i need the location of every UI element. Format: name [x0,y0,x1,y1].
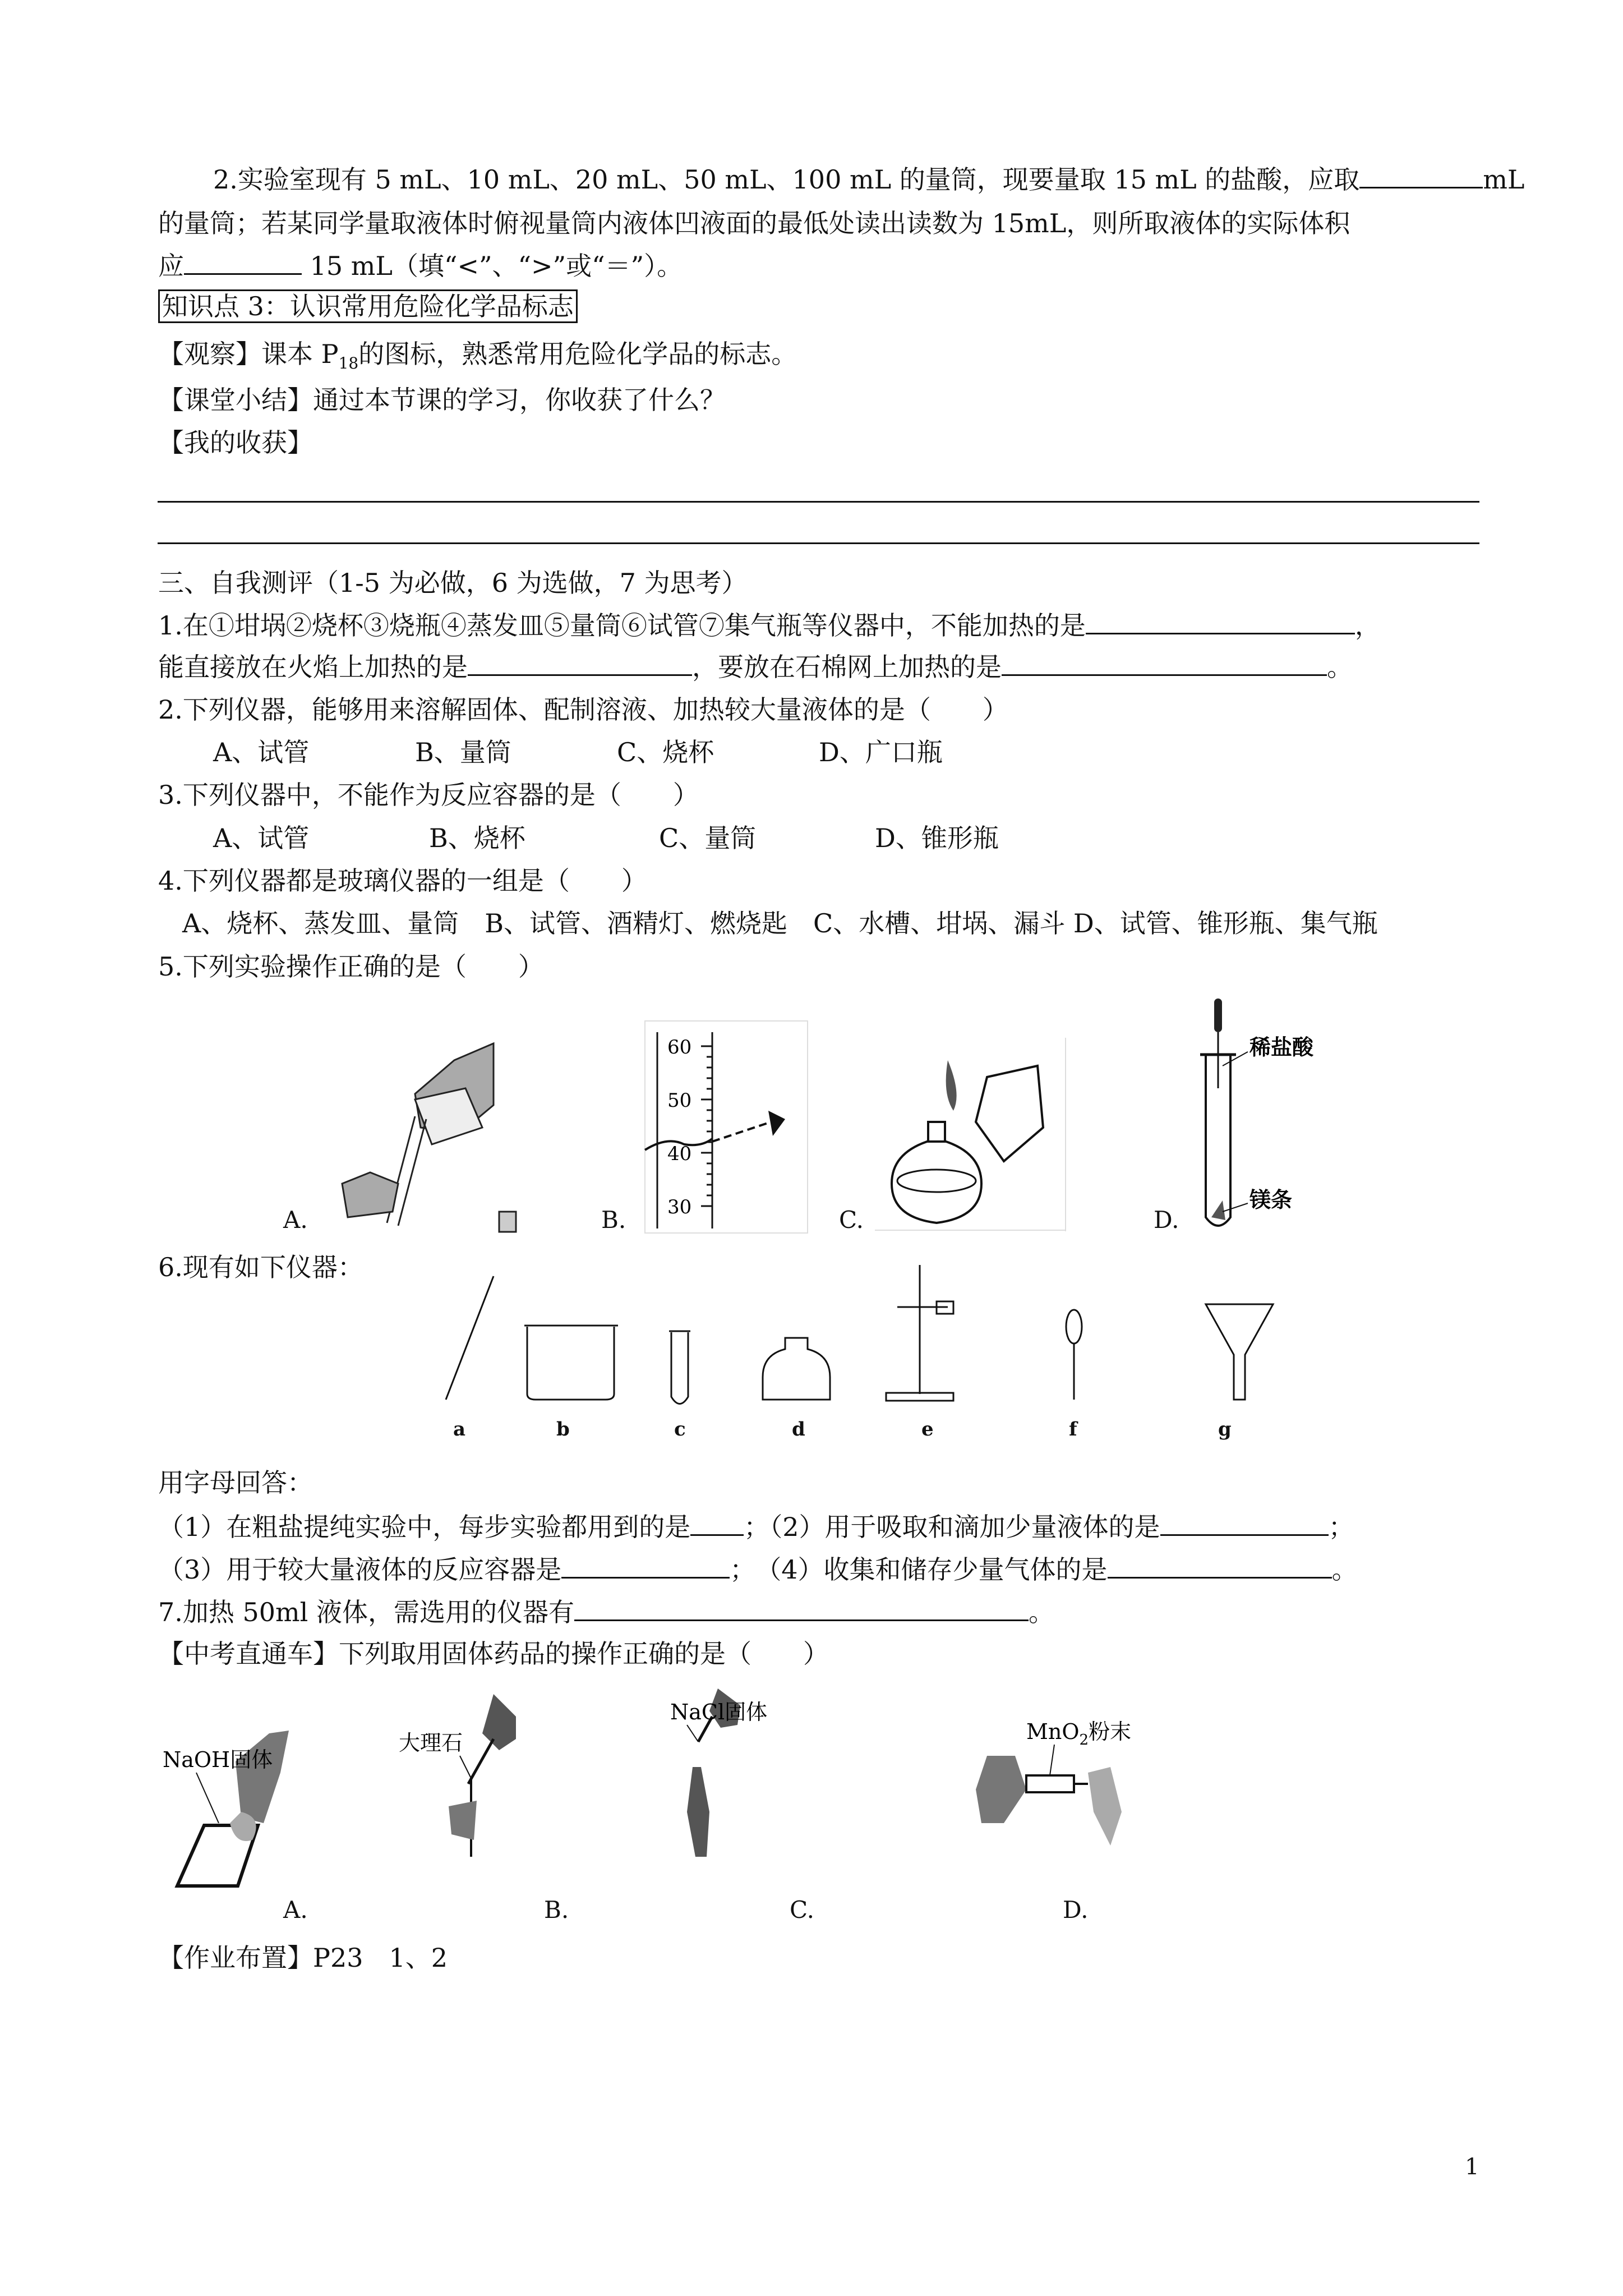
punct: ， [1354,610,1381,641]
gas-bottle [763,1338,830,1400]
q7-text: 7.加热 50ml 液体，需选用的仪器有 [158,1597,574,1627]
instrument-letter-d: d [792,1418,805,1441]
beaker [527,1327,614,1400]
knowledge-box-title: 知识点 3：认识常用危险化学品标志 [158,289,578,323]
q2-line2: 的量筒；若某同学量取液体时俯视量筒内液体凹液面的最低处读出读数为 15mL，则所取液体的实际体积 [158,208,1350,238]
q1-text: 能直接放在火焰上加热的是 [158,652,468,682]
q2-question: 2.下列仪器，能够用来溶解固体、配制溶液、加热较大量液体的是（ ） [158,694,1008,725]
option-d[interactable]: D、广口瓶 [819,737,943,767]
q5-label-c[interactable]: C. [839,1206,864,1234]
tick-label: 40 [667,1143,692,1165]
option-a[interactable]: A、试管 [213,823,310,853]
answer-line[interactable] [158,501,1479,503]
option-b[interactable]: B、烧杯 [429,823,525,853]
q2-options [213,737,943,768]
tick-label: 60 [667,1036,692,1059]
page-number: 1 [1465,2154,1479,2180]
answer-blank[interactable] [1086,610,1355,634]
observe-text: 的图标，熟悉常用危险化学品的标志。 [358,339,797,369]
dropper [1066,1310,1082,1400]
answer-blank[interactable] [468,652,692,676]
q1-text: 1.在①坩埚②烧杯③烧瓶④蒸发皿⑤量筒⑥试管⑦集气瓶等仪器中，不能加热的是 [158,610,1086,641]
test-tube [671,1332,688,1404]
glass-rod [446,1276,494,1400]
q6-text: ；（2）用于吸取和滴加少量液体的是 [744,1512,1160,1542]
iron-stand [886,1265,953,1401]
exam-label-b[interactable]: B. [544,1896,569,1924]
marble-label: 大理石 [398,1731,463,1755]
q2-line3 [158,250,683,282]
answer-blank[interactable] [1359,164,1483,188]
option-b[interactable]: B、量筒 [415,737,511,767]
instruments-figure [437,1265,1279,1411]
tick-label: 50 [667,1089,692,1112]
q4-options: A、烧杯、蒸发皿、量筒 B、试管、酒精灯、燃烧匙 C、水槽、坩埚、漏斗 D、试管、锥形瓶、集气瓶 [182,908,1378,938]
q2-text: 2.实验室现有 5 mL、10 mL、20 mL、50 mL、100 mL 的量筒，现要量取 15 mL 的盐酸，应取 [213,164,1360,195]
instrument-letter-a: a [453,1418,466,1441]
observe-line [158,338,797,379]
answer-hint: 用字母回答： [158,1467,313,1498]
mno2-label: MnO$_2$粉末 [1026,1719,1132,1749]
exam-figures [157,1677,1279,1902]
magnesium-label: 镁条 [1249,1187,1293,1212]
answer-line[interactable] [158,542,1479,544]
answer-blank[interactable] [1160,1512,1329,1536]
naoh-label: NaOH固体 [163,1747,273,1772]
instrument-letter-f: f [1069,1418,1077,1441]
instrument-letter-c: c [674,1418,686,1441]
test-tube-dropper-figure [1183,999,1352,1234]
q6-text: （3）用于较大量液体的反应容器是 [158,1554,562,1585]
graduated-cylinder-figure [645,1021,813,1234]
q6-text: ； （4）收集和储存少量气体的是 [730,1554,1108,1585]
self-test-heading: 三、自我测评（1-5 为必做，6 为选做，7 为思考） [158,568,748,598]
option-c[interactable]: C、烧杯 [617,737,714,767]
answer-blank[interactable] [184,251,302,275]
alcohol-lamp-figure [875,1038,1066,1231]
punct: 。 [1327,652,1353,682]
exam-label-d[interactable]: D. [1063,1896,1089,1924]
q7-line [158,1596,1054,1628]
instrument-letter-b: b [556,1418,570,1441]
exam-question: 【中考直通车】下列取用固体药品的操作正确的是（ ） [158,1639,829,1669]
q2-text: 15 mL（填“<”、“>”或“＝”）。 [302,251,683,281]
q4-question: 4.下列仪器都是玻璃仪器的一组是（ ） [158,866,647,896]
punct: ； [1328,1512,1354,1542]
fig-marble [399,1694,516,1857]
fig-mno2 [976,1719,1131,1846]
option-d[interactable]: D、锥形瓶 [875,823,999,853]
summary-line: 【课堂小结】通过本节课的学习，你收获了什么？ [158,385,726,415]
q6-question: 6.现有如下仪器： [158,1252,363,1282]
q1-line2 [158,651,1353,683]
q5-question: 5.下列实验操作正确的是（ ） [158,951,544,982]
answer-blank[interactable] [1002,652,1327,676]
q5-label-d[interactable]: D. [1154,1206,1179,1234]
answer-blank[interactable] [561,1554,730,1579]
observe-text: 【观察】课本 P [158,339,339,369]
harvest-line: 【我的收获】 [158,427,313,458]
acid-label: 稀盐酸 [1249,1034,1314,1060]
homework-line: 【作业布置】P23 1、2 [158,1943,448,1973]
fig-nacl [670,1688,767,1857]
exam-label-a[interactable]: A. [283,1896,308,1924]
fig-naoh [163,1731,289,1886]
punct: 。 [1029,1597,1054,1627]
instrument-letter-e: e [921,1418,934,1441]
page-subscript: 18 [338,354,359,373]
q1-text: ，要放在石棉网上加热的是 [692,652,1002,682]
knowledge-point-3 [158,291,578,322]
q6-text: （1）在粗盐提纯实验中，每步实验都用到的是 [158,1512,691,1542]
q5-label-a[interactable]: A. [283,1206,308,1234]
unit-text: mL [1483,164,1525,195]
q6-line1 [158,1511,1354,1543]
q6-line2 [158,1554,1358,1585]
q2-text: 应 [158,251,184,281]
q3-question: 3.下列仪器中，不能作为反应容器的是（ ） [158,780,699,810]
tick-label: 30 [667,1196,692,1218]
instrument-letter-g: g [1218,1418,1232,1441]
punct: 。 [1331,1554,1358,1585]
answer-blank[interactable] [1108,1554,1332,1579]
funnel [1206,1304,1273,1400]
q3-options [213,822,999,854]
answer-blank[interactable] [574,1597,1029,1621]
q5-label-b[interactable]: B. [601,1206,626,1234]
exam-label-c[interactable]: C. [790,1896,814,1924]
option-a[interactable]: A、试管 [213,737,310,767]
pour-liquid-figure [325,1043,550,1234]
answer-blank[interactable] [690,1512,744,1536]
q2-line1 [213,164,1524,195]
nacl-label: NaCl固体 [670,1700,768,1724]
q1-line1 [158,610,1381,641]
option-c[interactable]: C、量筒 [659,823,757,853]
